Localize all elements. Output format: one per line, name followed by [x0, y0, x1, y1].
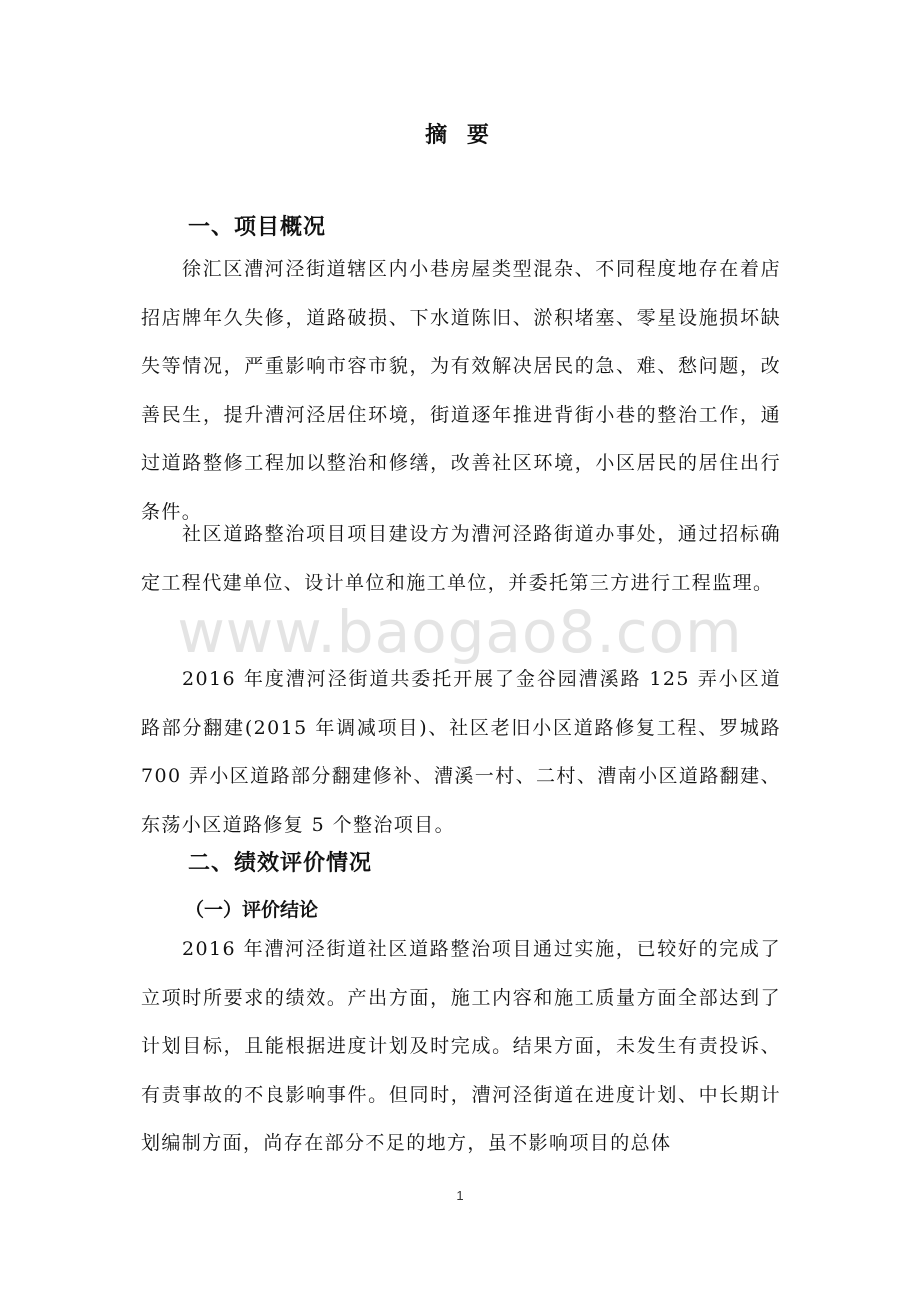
- section-heading-performance-evaluation: 二、绩效评价情况: [188, 851, 373, 876]
- paragraph-construction-party: 社区道路整治项目项目建设方为漕河泾路街道办事处，通过招标确定工程代建单位、设计单位和施工单位，并委托第三方进行工程监理。: [141, 523, 781, 594]
- subsection-heading-evaluation-conclusion: （一）评价结论: [185, 899, 319, 921]
- page-number: 1: [456, 1188, 464, 1203]
- section-heading-project-overview: 一、项目概况: [188, 215, 327, 240]
- watermark: www.baogao8.com: [177, 598, 743, 666]
- paragraph-overview: 徐汇区漕河泾街道辖区内小巷房屋类型混杂、不同程度地存在着店招店牌年久失修，道路破损、下水道陈旧、淤积堵塞、零星设施损坏缺失等情况，严重影响市容市貌，为有效解决居民的急、难、愁问题，改善民生，提升漕河泾居住环境，街道逐年推进背街小巷的整治工作，通过道路整修工程加以整治和修缮，改善社区环境，小区居民的居住出行条件。: [141, 258, 781, 523]
- paragraph-2016-projects: 2016 年度漕河泾街道共委托开展了金谷园漕溪路 125 弄小区道路部分翻建(2015 年调减项目)、社区老旧小区道路修复工程、罗城路 700 弄小区道路部分翻建修补、漕溪一村、二村、漕南小区道路翻建、东荡小区道路修复 5 个整治项目。: [141, 668, 781, 836]
- page-title: 摘 要: [425, 123, 495, 148]
- paragraph-evaluation-conclusion: 2016 年漕河泾街道社区道路整治项目通过实施，已较好的完成了立项时所要求的绩效。产出方面，施工内容和施工质量方面全部达到了计划目标，且能根据进度计划及时完成。结果方面，未发生有责投诉、有责事故的不良影响事件。但同时，漕河泾街道在进度计划、中长期计划编制方面，尚存在部分不足的地方，虽不影响项目的总体: [141, 938, 781, 1155]
